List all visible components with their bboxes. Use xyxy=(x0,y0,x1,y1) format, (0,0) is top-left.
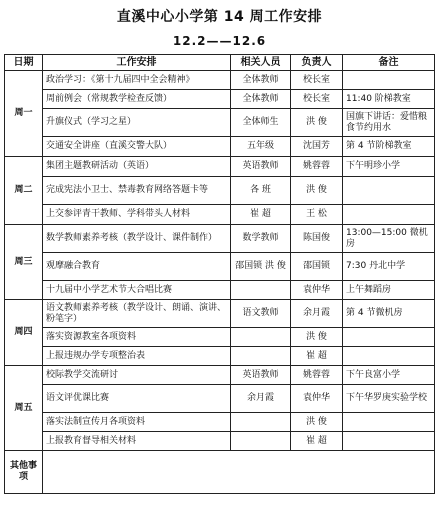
task-cell: 上交参评青干教师、学科带头人材料 xyxy=(43,205,231,225)
note-cell xyxy=(343,413,435,432)
owner-cell: 袁仲华 xyxy=(291,281,343,300)
table-row xyxy=(5,71,435,90)
people-cell: 各 班 xyxy=(231,177,291,205)
header-day: 日期 xyxy=(5,55,43,71)
owner-cell: 袁仲华 xyxy=(291,385,343,413)
owner-cell: 崔 超 xyxy=(291,347,343,366)
table-row xyxy=(5,90,435,109)
note-cell: 第 4 节阶梯教室 xyxy=(343,137,435,157)
people-cell xyxy=(231,328,291,347)
task-cell: 上报教育督导相关材料 xyxy=(43,432,231,451)
header-owner: 负责人 xyxy=(291,55,343,71)
other-matters-label: 其他事项 xyxy=(5,451,43,494)
table-row xyxy=(5,205,435,225)
page-title: 直溪中心小学第 14 周工作安排 xyxy=(116,9,323,25)
table-row xyxy=(5,347,435,366)
owner-cell: 校长室 xyxy=(291,90,343,109)
table-row xyxy=(5,413,435,432)
people-cell: 余月霞 xyxy=(231,385,291,413)
people-cell: 语文教师 xyxy=(231,300,291,328)
owner-cell: 姚蓉蓉 xyxy=(291,366,343,385)
task-cell: 升旗仪式（学习之星） xyxy=(43,109,231,137)
day-thursday: 周四 xyxy=(5,300,43,366)
task-cell: 上报违规办学专项整治表 xyxy=(43,347,231,366)
table-row xyxy=(5,328,435,347)
people-cell: 崔 超 xyxy=(231,205,291,225)
table-header-row xyxy=(5,55,435,71)
task-cell: 数学教师素养考核（教学设计、课件制作） xyxy=(43,225,231,253)
table-row xyxy=(5,177,435,205)
people-cell xyxy=(231,432,291,451)
other-matters-cell xyxy=(43,451,435,494)
table-row xyxy=(5,432,435,451)
task-cell: 落实资源教室各项资料 xyxy=(43,328,231,347)
owner-cell: 洪 俊 xyxy=(291,413,343,432)
day-monday: 周一 xyxy=(5,71,43,157)
note-cell xyxy=(343,71,435,90)
date-range: 12.2——12.6 xyxy=(172,34,267,48)
note-cell: 国旗下讲话：爱惜粮食节约用水 xyxy=(343,109,435,137)
task-cell: 政治学习：《第十九届四中全会精神》 xyxy=(43,71,231,90)
note-cell: 7:30 丹北中学 xyxy=(343,253,435,281)
owner-cell: 沈国芳 xyxy=(291,137,343,157)
owner-cell: 陈国俊 xyxy=(291,225,343,253)
task-cell: 语文教师素养考核（教学设计、朗诵、演讲、粉笔字） xyxy=(43,300,231,328)
task-cell: 语文评优课比赛 xyxy=(43,385,231,413)
people-cell: 五年级 xyxy=(231,137,291,157)
owner-cell: 洪 俊 xyxy=(291,177,343,205)
note-cell xyxy=(343,347,435,366)
task-cell: 落实法制宣传月各项资料 xyxy=(43,413,231,432)
people-cell xyxy=(231,413,291,432)
day-wednesday: 周三 xyxy=(5,225,43,300)
note-cell: 下午良富小学 xyxy=(343,366,435,385)
owner-cell: 王 松 xyxy=(291,205,343,225)
task-cell: 周前例会（常规教学检查反馈） xyxy=(43,90,231,109)
note-cell: 11:40 阶梯教室 xyxy=(343,90,435,109)
people-cell: 邵国锁 洪 俊 xyxy=(231,253,291,281)
note-cell: 第 4 节微机房 xyxy=(343,300,435,328)
day-friday: 周五 xyxy=(5,366,43,451)
header-task: 工作安排 xyxy=(43,55,231,71)
owner-cell: 崔 超 xyxy=(291,432,343,451)
owner-cell: 邵国锁 xyxy=(291,253,343,281)
note-cell xyxy=(343,205,435,225)
owner-cell: 余月霞 xyxy=(291,300,343,328)
task-cell: 观摩融合教育 xyxy=(43,253,231,281)
people-cell: 英语教师 xyxy=(231,366,291,385)
table-row xyxy=(5,281,435,300)
people-cell: 全体教师 xyxy=(231,90,291,109)
note-cell: 13:00—15:00 微机房 xyxy=(343,225,435,253)
people-cell: 全体教师 xyxy=(231,71,291,90)
table-row xyxy=(5,253,435,281)
owner-cell: 洪 俊 xyxy=(291,109,343,137)
table-row xyxy=(5,157,435,177)
table-row xyxy=(5,366,435,385)
table-row xyxy=(5,109,435,137)
note-cell: 下午华罗庚实验学校 xyxy=(343,385,435,413)
owner-cell: 校长室 xyxy=(291,71,343,90)
task-cell: 校际教学交流研讨 xyxy=(43,366,231,385)
people-cell: 数学教师 xyxy=(231,225,291,253)
task-cell: 集团主题教研活动（英语） xyxy=(43,157,231,177)
note-cell: 上午舞蹈房 xyxy=(343,281,435,300)
schedule-table xyxy=(4,54,435,494)
task-cell: 完成宪法小卫士、禁毒教育网络答题卡等 xyxy=(43,177,231,205)
people-cell xyxy=(231,347,291,366)
day-tuesday: 周二 xyxy=(5,157,43,225)
owner-cell: 洪 俊 xyxy=(291,328,343,347)
table-row xyxy=(5,385,435,413)
note-cell xyxy=(343,177,435,205)
note-cell xyxy=(343,432,435,451)
owner-cell: 姚蓉蓉 xyxy=(291,157,343,177)
task-cell: 交通安全讲座（直溪交警大队） xyxy=(43,137,231,157)
other-matters-row xyxy=(5,451,435,494)
note-cell: 下午明珍小学 xyxy=(343,157,435,177)
people-cell: 英语教师 xyxy=(231,157,291,177)
note-cell xyxy=(343,328,435,347)
header-note: 备注 xyxy=(343,55,435,71)
task-cell: 十九届中小学艺术节大合唱比赛 xyxy=(43,281,231,300)
people-cell xyxy=(231,281,291,300)
people-cell: 全体师生 xyxy=(231,109,291,137)
table-row xyxy=(5,300,435,328)
table-row xyxy=(5,225,435,253)
table-row xyxy=(5,137,435,157)
header-people: 相关人员 xyxy=(231,55,291,71)
